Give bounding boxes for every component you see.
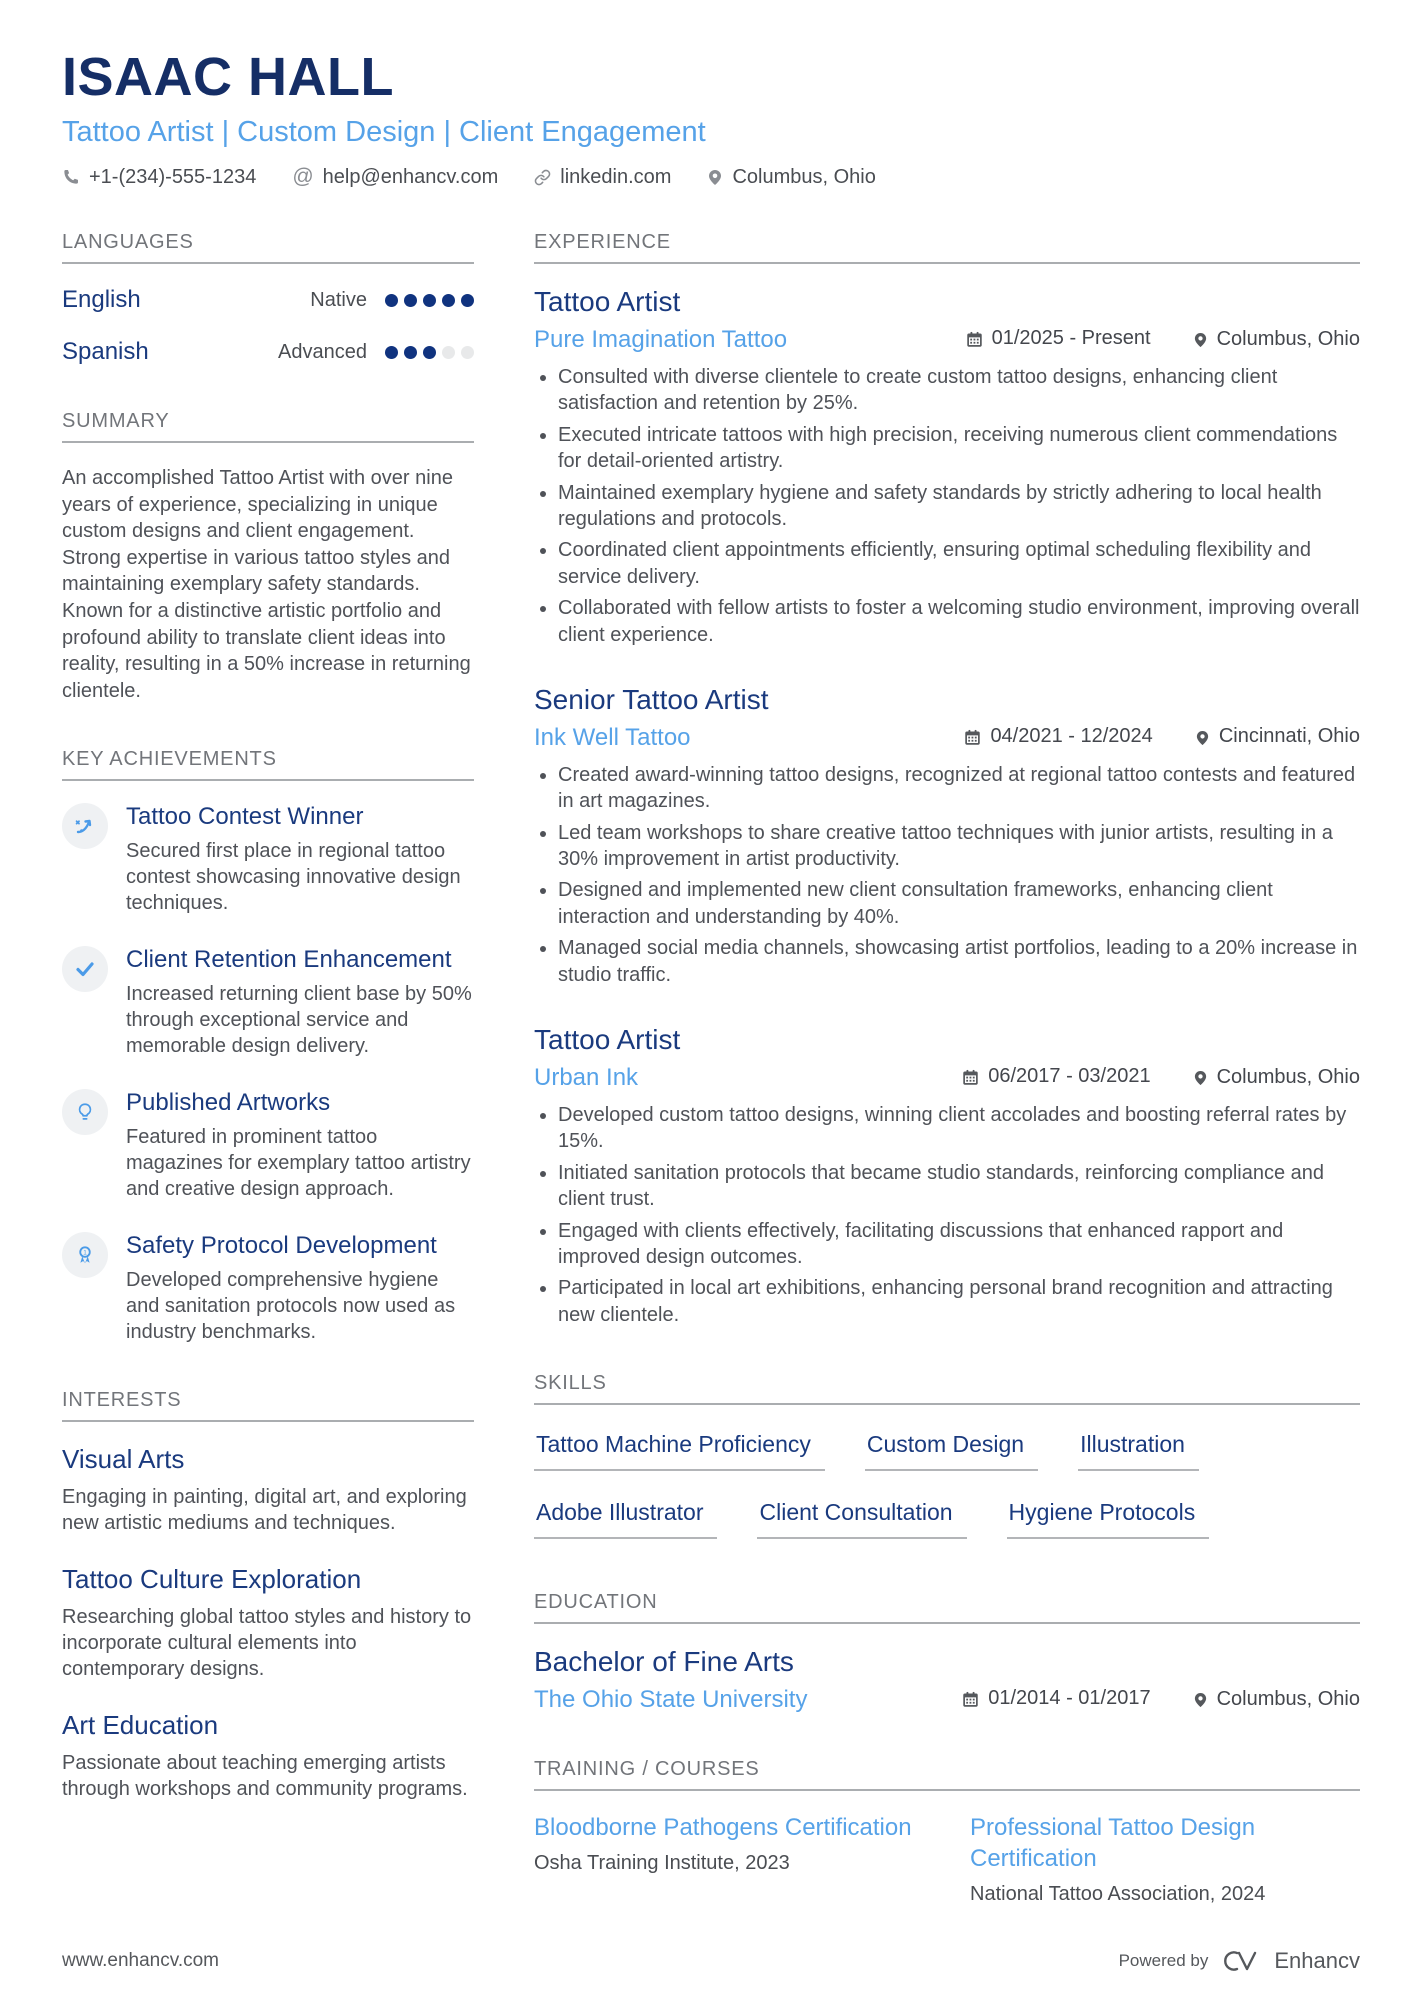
language-name: English: [62, 286, 141, 313]
left-column: [62, 231, 474, 1950]
summary-section: [62, 410, 474, 704]
education-location: [1193, 1688, 1360, 1711]
right-column: [534, 231, 1360, 1950]
job-bullet: • Created award-winning tattoo designs, recognized at regional tattoo contests and featured in art magazines.: [558, 762, 1360, 815]
interest-text: Engaging in painting, digital art, and exploring new artistic mediums and techniques.: [62, 1486, 467, 1535]
calendar-icon: [962, 1691, 979, 1708]
email-address[interactable]: help@enhancv.com: [322, 165, 499, 188]
location-text: Columbus, Ohio: [1216, 1065, 1360, 1088]
job-location: [1193, 328, 1360, 351]
enhancv-brand-name[interactable]: Enhancv: [1274, 1948, 1360, 1973]
language-level: Native: [310, 288, 367, 311]
footer-site-link[interactable]: www.enhancv.com: [62, 1950, 219, 1971]
language-proficiency-dots: [385, 346, 474, 359]
job-location: [1195, 725, 1360, 748]
location-pin-icon: [1193, 332, 1208, 348]
skills-section: [534, 1372, 1360, 1539]
skill-item: Client Consultation: [757, 1499, 966, 1539]
course-title: Bloodborne Pathogens Certification: [534, 1814, 912, 1842]
job-title: Tattoo Artist: [534, 286, 681, 317]
key-achievements-heading: KEY ACHIEVEMENTS: [62, 748, 474, 781]
location-pin-icon: [1195, 730, 1210, 746]
date-text: 01/2025 - Present: [991, 327, 1151, 349]
achievement-title: Safety Protocol Development: [126, 1232, 437, 1260]
date-range: [964, 725, 1152, 748]
headline: Tattoo Artist | Custom Design | Client Engagement: [62, 116, 706, 148]
phone-icon: [62, 168, 80, 186]
job-bullets: [534, 1102, 1360, 1328]
lightbulb-icon: [62, 1089, 108, 1135]
resume-header: [62, 46, 1360, 189]
interest-item: [62, 1444, 474, 1536]
location-text: Columbus, Ohio: [1216, 327, 1360, 350]
job-bullet: • Engaged with clients effectively, facilitating discussions that enhanced rapport and improved design outcomes.: [558, 1218, 1360, 1271]
job-bullet: • Developed custom tattoo designs, winning client accolades and boosting referral rates by 15%.: [558, 1102, 1360, 1155]
summary-text: An accomplished Tattoo Artist with over nine years of experience, specializing in unique custom designs and client engagement. Strong expertise in various tattoo styles and maintaining exemplary safety standards. Known for a distinctive artistic portfolio and profound ability to translate client ideas into reality, resulting in a 50% increase in returning clientele.: [62, 467, 471, 702]
skill-item: Illustration: [1078, 1431, 1199, 1471]
course-organization: National Tattoo Association, 2024: [970, 1882, 1266, 1905]
experience-section: [534, 231, 1360, 1328]
calendar-icon: [966, 331, 983, 348]
job-location: [1193, 1066, 1360, 1089]
experience-entry: [534, 286, 1360, 648]
job-bullet: • Collaborated with fellow artists to foster a welcoming studio environment, improving overall client experience.: [558, 595, 1360, 648]
languages-heading: LANGUAGES: [62, 231, 474, 264]
job-bullet: • Led team workshops to share creative tattoo techniques with junior artists, resulting in a 30% improvement in artist productivity.: [558, 820, 1360, 873]
achievement-text: Developed comprehensive hygiene and sanitation protocols now used as industry benchmarks.: [126, 1269, 456, 1344]
job-title: Senior Tattoo Artist: [534, 683, 769, 715]
achievement-text: Secured first place in regional tattoo contest showcasing innovative design techniques.: [126, 840, 461, 915]
key-achievements-section: [62, 748, 474, 1345]
interest-title: Visual Arts: [62, 1444, 185, 1475]
calendar-icon: [964, 729, 981, 746]
experience-entry: [534, 1024, 1360, 1328]
interest-item: [62, 1710, 474, 1802]
course-item: [970, 1813, 1360, 1905]
job-bullet: • Coordinated client appointments efficiently, ensuring optimal scheduling flexibility and service delivery.: [558, 537, 1360, 590]
interest-text: Researching global tattoo styles and history to incorporate cultural elements into contemporary designs.: [62, 1606, 472, 1681]
link-icon: [534, 169, 551, 186]
interest-item: [62, 1564, 474, 1682]
interest-text: Passionate about teaching emerging artists through workshops and community programs.: [62, 1752, 468, 1801]
training-section: [534, 1758, 1360, 1905]
email-contact: [292, 165, 498, 189]
experience-entry: [534, 684, 1360, 988]
interest-title: Art Education: [62, 1710, 219, 1741]
date-text: 04/2021 - 12/2024: [990, 724, 1153, 747]
language-row: [62, 338, 474, 366]
job-bullet: • Designed and implemented new client consultation frameworks, enhancing client interaction and understanding by 40%.: [558, 877, 1360, 930]
summary-heading: SUMMARY: [62, 410, 474, 443]
language-row: [62, 286, 474, 314]
location-contact: [707, 166, 875, 189]
powered-by-label: Powered by: [1118, 1951, 1209, 1970]
location-pin-icon: [1193, 1692, 1208, 1708]
language-proficiency-dots: [385, 294, 474, 307]
skill-item: Tattoo Machine Proficiency: [534, 1431, 825, 1471]
achievement-title: Tattoo Contest Winner: [126, 803, 364, 831]
skill-item: Adobe Illustrator: [534, 1499, 717, 1539]
job-bullet: • Consulted with diverse clientele to create custom tattoo designs, enhancing client satisfaction and retention by 25%.: [558, 364, 1360, 417]
skills-heading: SKILLS: [534, 1372, 1360, 1405]
languages-section: [62, 231, 474, 366]
skills-list: [534, 1431, 1360, 1539]
achievement-item: [62, 1089, 474, 1202]
interests-section: [62, 1389, 474, 1802]
location-text: Columbus, Ohio: [732, 165, 876, 188]
achievement-item: [62, 1232, 474, 1345]
achievement-item: [62, 946, 474, 1059]
page-title: ISAAC HALL: [62, 47, 394, 107]
achievement-title: Client Retention Enhancement: [126, 946, 452, 974]
contact-row: [62, 165, 1360, 189]
location-text: Columbus, Ohio: [1216, 1687, 1360, 1710]
job-bullet: • Executed intricate tattoos with high precision, receiving numerous client commendations for detail-oriented artistry.: [558, 422, 1360, 475]
achievement-item: [62, 803, 474, 916]
achievement-text: Featured in prominent tattoo magazines for exemplary tattoo artistry and creative design approach.: [126, 1126, 471, 1201]
achievement-title: Published Artworks: [126, 1089, 331, 1117]
job-bullet: • Initiated sanitation protocols that became studio standards, reinforcing compliance and client trust.: [558, 1160, 1360, 1213]
calendar-icon: [962, 1069, 979, 1086]
course-item: [534, 1813, 924, 1905]
language-name: Spanish: [62, 338, 149, 365]
svg-text:1: 1: [83, 1249, 87, 1257]
checkmark-icon: [62, 946, 108, 992]
date-text: 06/2017 - 03/2021: [988, 1065, 1151, 1088]
date-range: [962, 1065, 1150, 1088]
enhancv-logo-icon[interactable]: [1220, 1947, 1262, 1975]
course-title: Professional Tattoo Design Certification: [970, 1814, 1256, 1872]
link-contact: [534, 166, 671, 189]
training-heading: TRAINING / COURSES: [534, 1758, 1360, 1791]
interests-heading: INTERESTS: [62, 1389, 474, 1422]
link-text[interactable]: linkedin.com: [560, 165, 672, 188]
location-text: Cincinnati, Ohio: [1218, 725, 1360, 748]
course-organization: Osha Training Institute, 2023: [534, 1851, 790, 1874]
skill-item: Custom Design: [865, 1431, 1038, 1471]
phone-number[interactable]: +1-(234)-555-1234: [89, 165, 257, 188]
skill-item: Hygiene Protocols: [1007, 1499, 1210, 1539]
education-heading: EDUCATION: [534, 1591, 1360, 1624]
trend-arrow-icon: [62, 803, 108, 849]
language-level: Advanced: [278, 340, 367, 363]
email-icon: @: [292, 165, 314, 188]
company-name: Urban Ink: [534, 1064, 639, 1092]
date-range: [966, 327, 1151, 350]
education-section: [534, 1591, 1360, 1714]
page-footer: [62, 1947, 1360, 1975]
date-text: 01/2014 - 01/2017: [988, 1687, 1151, 1710]
company-name: Ink Well Tattoo: [534, 723, 691, 751]
degree-title: Bachelor of Fine Arts: [534, 1646, 794, 1678]
date-range: [962, 1687, 1150, 1710]
location-pin-icon: [1193, 1070, 1208, 1086]
job-bullet: • Managed social media channels, showcasing artist portfolios, leading to a 20% increase in studio traffic.: [558, 935, 1360, 988]
experience-heading: EXPERIENCE: [534, 231, 1360, 264]
interest-title: Tattoo Culture Exploration: [62, 1564, 362, 1595]
job-bullets: [534, 364, 1360, 648]
company-name: Pure Imagination Tattoo: [534, 326, 788, 353]
location-pin-icon: [707, 169, 723, 186]
job-bullets: [534, 762, 1360, 988]
job-bullet: • Participated in local art exhibitions, enhancing personal brand recognition and attracting new clientele.: [558, 1275, 1360, 1328]
phone-contact: [62, 166, 256, 189]
job-bullet: • Maintained exemplary hygiene and safety standards by strictly adhering to local health regulations and protocols.: [558, 480, 1360, 533]
medal-icon: [62, 1232, 108, 1278]
job-title: Tattoo Artist: [534, 1024, 681, 1056]
school-name: The Ohio State University: [534, 1686, 808, 1714]
achievement-text: Increased returning client base by 50% through exceptional service and memorable design delivery.: [126, 983, 472, 1058]
